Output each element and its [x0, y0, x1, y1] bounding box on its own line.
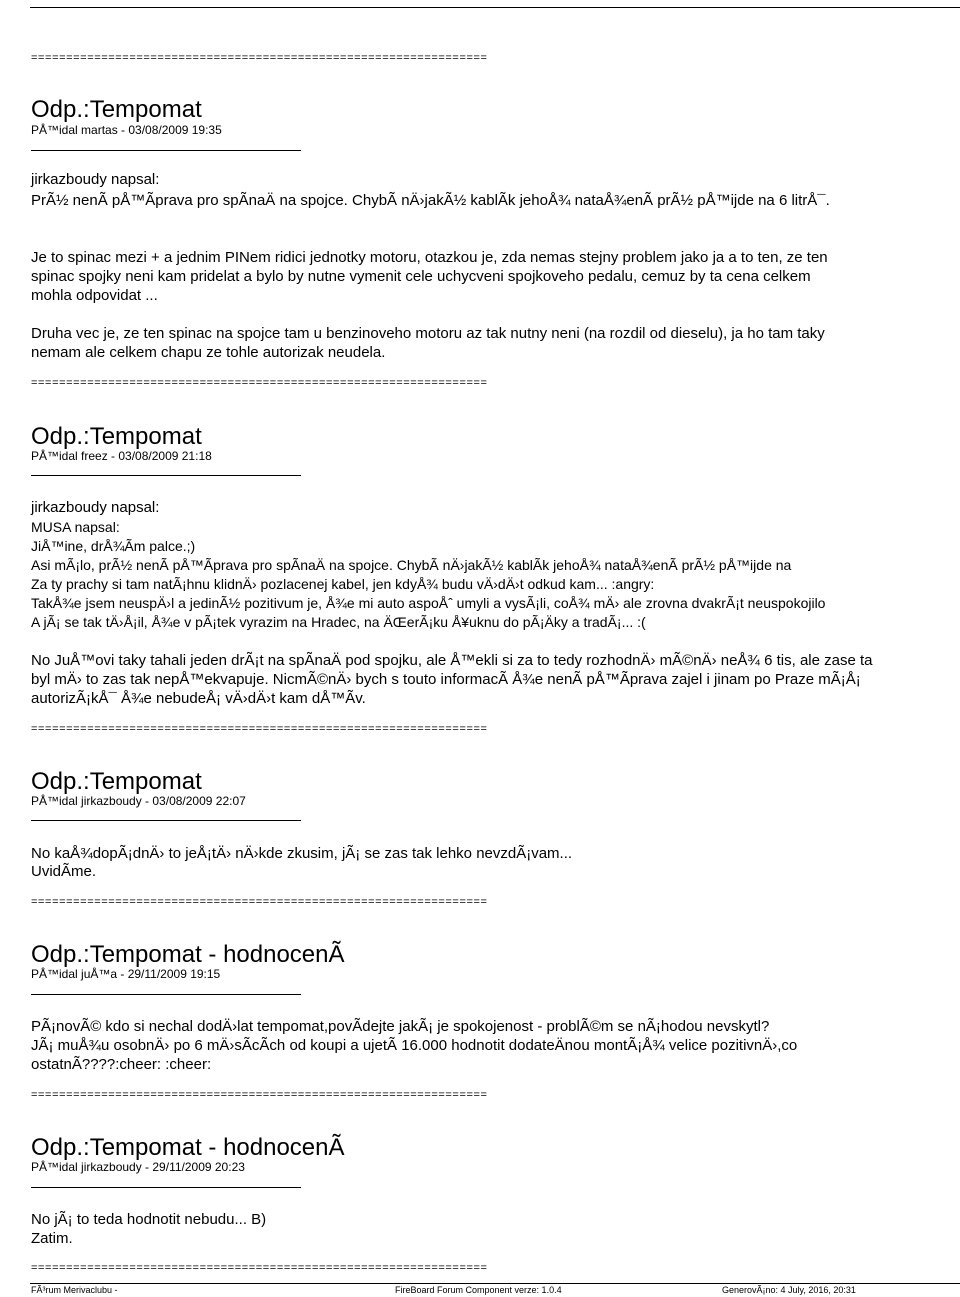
post-body-line: spinac spojky neni kam pridelat a bylo by nutne vymenit cele uchycveni spojkoveho pedalu, cemuz by ta cena celkem: [31, 268, 811, 285]
post-body-line: No jÃ¡ to teda hodnotit nebudu... B): [31, 1211, 267, 1228]
post-meta: PÅ™idal freez - 03/08/2009 21:18: [31, 449, 212, 463]
post-body-line: byl mÄ› to zas tak nepÅ™ekvapuje. NicmÃ©nÄ› bych s touto informacÃ Å¾e nenÃ pÅ™Ãprava zajel i jinam po Praze mÃ¡Å¡: [31, 671, 861, 688]
separator: =================================================================: [31, 723, 488, 735]
post-title: Odp.:Tempomat: [31, 768, 202, 795]
footer-site-name: FÃ³rum Merivaclubu -: [31, 1285, 118, 1295]
post-body-line: Druha vec je, ze ten spinac na spojce tam u benzinoveho motoru az tak nutny neni (na rozdil od dieselu), ja ho tam taky: [31, 325, 825, 342]
post-body-line: JÃ¡ muÅ¾u osobnÄ› po 6 mÄ›sÃcÃch od koupi a ujetÃ 16.000 hodnotit dodateÄnou montÃ¡Å¾ velice pozitivnÄ›,co: [31, 1037, 798, 1054]
quote-line: Asi mÃ¡lo, prÃ½ nenÃ pÅ™Ãprava pro spÃnaÄ na spojce. ChybÃ nÄ›jakÃ½ kablÃk jehoÅ¾ nataÅ¾enÃ prÃ½ pÅ™ijde na: [31, 557, 792, 573]
post-title: Odp.:Tempomat - hodnocenÃ: [31, 941, 345, 968]
post-meta: PÅ™idal jirkazboudy - 03/08/2009 22:07: [31, 794, 246, 808]
top-rule: [30, 7, 960, 8]
post-meta: PÅ™idal juÅ™a - 29/11/2009 19:15: [31, 967, 221, 981]
quote-author: jirkazboudy napsal:: [31, 171, 160, 188]
nested-quote-author: MUSA napsal:: [31, 519, 120, 535]
post-title: Odp.:Tempomat - hodnocenÃ: [31, 1134, 345, 1161]
separator: =================================================================: [31, 377, 488, 389]
post-body-line: PÃ¡novÃ© kdo si nechal dodÄ›lat tempomat,povÃdejte jakÃ¡ je spokojenost - problÃ©m se nÃ¡hodou nevskytl?: [31, 1018, 770, 1035]
post-body-line: Zatim.: [31, 1230, 73, 1247]
post-body-line: Je to spinac mezi + a jednim PINem ridici jednotky motoru, otazkou je, zda nemas stejny problem jako ja a to ten, ze ten: [31, 249, 828, 266]
footer-generated-date: GenerovÃ¡no: 4 July, 2016, 20:31: [722, 1285, 856, 1295]
post-body-line: nemam ale celkem chapu ze tohle autorizak neudela.: [31, 344, 386, 361]
quote-line: A jÃ¡ se tak tÄ›Å¡il, Å¾e v pÃ¡tek vyrazim na Hradec, na ÄŒerÃ¡ku Å¥uknu do pÃ¡Äky a tradÃ¡... :(: [31, 614, 646, 630]
post-divider: [31, 475, 301, 476]
post-title: Odp.:Tempomat: [31, 423, 202, 450]
footer-rule: [30, 1283, 960, 1284]
post-body-line: ostatnÃ????:cheer: :cheer:: [31, 1056, 212, 1073]
footer-component-version: FireBoard Forum Component verze: 1.0.4: [395, 1285, 562, 1295]
separator: =================================================================: [31, 52, 488, 64]
separator: =================================================================: [31, 1089, 488, 1101]
post-divider: [31, 1187, 301, 1188]
post-body-line: No JuÅ™ovi taky tahali jeden drÃ¡t na spÃnaÄ pod spojku, ale Å™ekli si za to tedy rozhodnÄ› mÃ©nÄ› neÅ¾ 6 tis, ale zase ta: [31, 652, 873, 669]
post-body-line: No kaÅ¾dopÃ¡dnÄ› to jeÅ¡tÄ› nÄ›kde zkusim, jÃ¡ se zas tak lehko nevzdÃ¡vam...: [31, 845, 573, 862]
post-body-line: autorizÃ¡kÅ¯ Å¾e nebudeÅ¡ vÄ›dÄ›t kam dÅ™Ãv.: [31, 690, 366, 707]
quote-author: jirkazboudy napsal:: [31, 499, 160, 516]
post-title: Odp.:Tempomat: [31, 96, 202, 123]
quote-line: Za ty prachy si tam natÃ¡hnu klidnÄ› pozlacenej kabel, jen kdyÅ¾ budu vÄ›dÄ›t odkud kam... :angry:: [31, 576, 655, 592]
post-divider: [31, 994, 301, 995]
separator: =================================================================: [31, 896, 488, 908]
post-meta: PÅ™idal jirkazboudy - 29/11/2009 20:23: [31, 1160, 245, 1174]
quote-text: PrÃ½ nenÃ pÅ™Ãprava pro spÃnaÄ na spojce. ChybÃ nÄ›jakÃ½ kablÃk jehoÅ¾ nataÅ¾enÃ prÃ½ pÅ™ijde na 6 litrÅ¯.: [31, 192, 830, 209]
post-divider: [31, 150, 301, 151]
post-meta: PÅ™idal martas - 03/08/2009 19:35: [31, 123, 222, 137]
post-body-line: mohla odpovidat ...: [31, 287, 158, 304]
separator: =================================================================: [31, 1262, 488, 1274]
nested-quote-text: JiÅ™ine, drÅ¾Ãm palce.;): [31, 538, 196, 554]
quote-line: TakÅ¾e jsem neuspÄ›l a jedinÃ½ pozitivum je, Å¾e mi auto aspoÅˆ umyli a vysÃ¡li, coÅ¾ mÄ› ale zrovna dvakrÃ¡t neuspokojilo: [31, 595, 826, 611]
post-divider: [31, 820, 301, 821]
post-body-line: UvidÃme.: [31, 863, 97, 880]
